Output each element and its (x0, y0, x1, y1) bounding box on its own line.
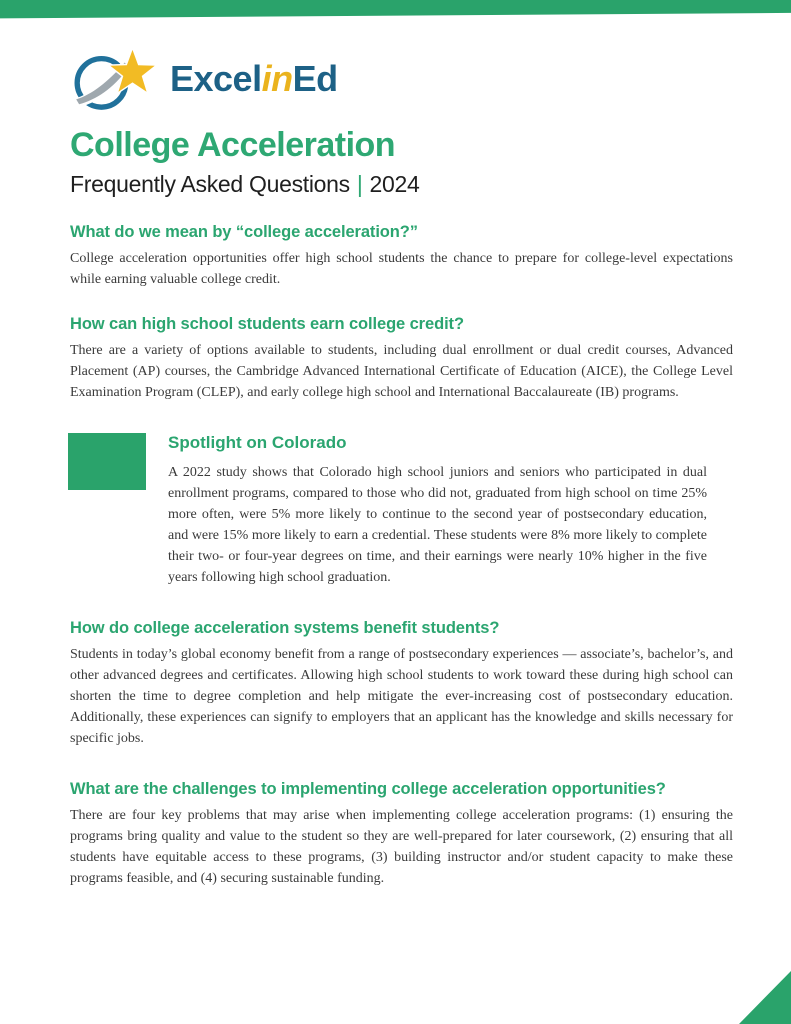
faq-heading: How do college acceleration systems benefit students? (70, 618, 500, 637)
spotlight-callout (70, 433, 733, 588)
excelined-logo (70, 46, 733, 112)
faq-section-benefits (70, 619, 733, 749)
page-title: College Acceleration (70, 126, 396, 164)
spotlight-content (168, 433, 707, 588)
faq-body: College acceleration opportunities offer high school students the chance to prepare for college-level expectations while earning valuable college credit. (70, 250, 733, 287)
faq-body: There are a variety of options available to students, including dual enrollment or dual credit courses, Advanced Placement (AP) courses, the Cambridge Advanced International Certificate of Education (AICE), the College Level Examination Program (CLEP), and early college high school and International Baccalaureate (IB) programs. (70, 342, 733, 400)
faq-section-earn-credit (70, 315, 733, 403)
spotlight-heading: Spotlight on Colorado (168, 432, 347, 452)
faq-heading: What do we mean by “college acceleration?” (70, 222, 418, 241)
shooting-star-icon (70, 46, 162, 112)
spotlight-body: A 2022 study shows that Colorado high school juniors and seniors who participated in dual enrollment programs, compared to those who did not, graduated from high school on time 25% more often, were 5% more likely to continue to the second year of postsecondary education, and were 15% more likely to earn a credential. These students were 8% more likely to complete their two- or four-year degrees on time, and their earnings were nearly 10% higher in the five years following high school graduation. (168, 464, 707, 585)
faq-heading: How can high school students earn college credit? (70, 314, 464, 333)
faq-heading: What are the challenges to implementing college acceleration opportunities? (70, 779, 666, 798)
wordmark-ed: Ed (292, 58, 338, 99)
spotlight-accent-square (68, 433, 146, 490)
faq-section-definition (70, 223, 733, 290)
wordmark-excel: Excel (170, 58, 262, 99)
corner-triangle-decoration (739, 971, 791, 1024)
wordmark-in: in (261, 58, 293, 99)
subtitle-text: Frequently Asked Questions (70, 170, 350, 197)
faq-section-challenges (70, 780, 733, 889)
subtitle-year: 2024 (369, 170, 420, 197)
subtitle-separator: | (356, 170, 363, 197)
faq-body: Students in today’s global economy benefit from a range of postsecondary experiences — associate’s, bachelor’s, and other advanced degrees and certificates. Allowing high school students to work toward these during high school can shorten the time to degree completion and help mitigate the ever-increasing cost of postsecondary education. Additionally, these experiences can signify to employers that an applicant has the knowledge and skills necessary for specific jobs. (70, 646, 733, 746)
page-subtitle (70, 171, 733, 198)
faq-body: There are four key problems that may arise when implementing college acceleration programs: (1) ensuring the programs bring quality and value to the student so they are well-prepared for later coursework, (2) ensuring that all students have equitable access to these programs, (3) building instructor and/or student capacity to make these programs feasible, and (4) securing sustainable funding. (70, 807, 733, 886)
excelined-wordmark (170, 58, 338, 100)
